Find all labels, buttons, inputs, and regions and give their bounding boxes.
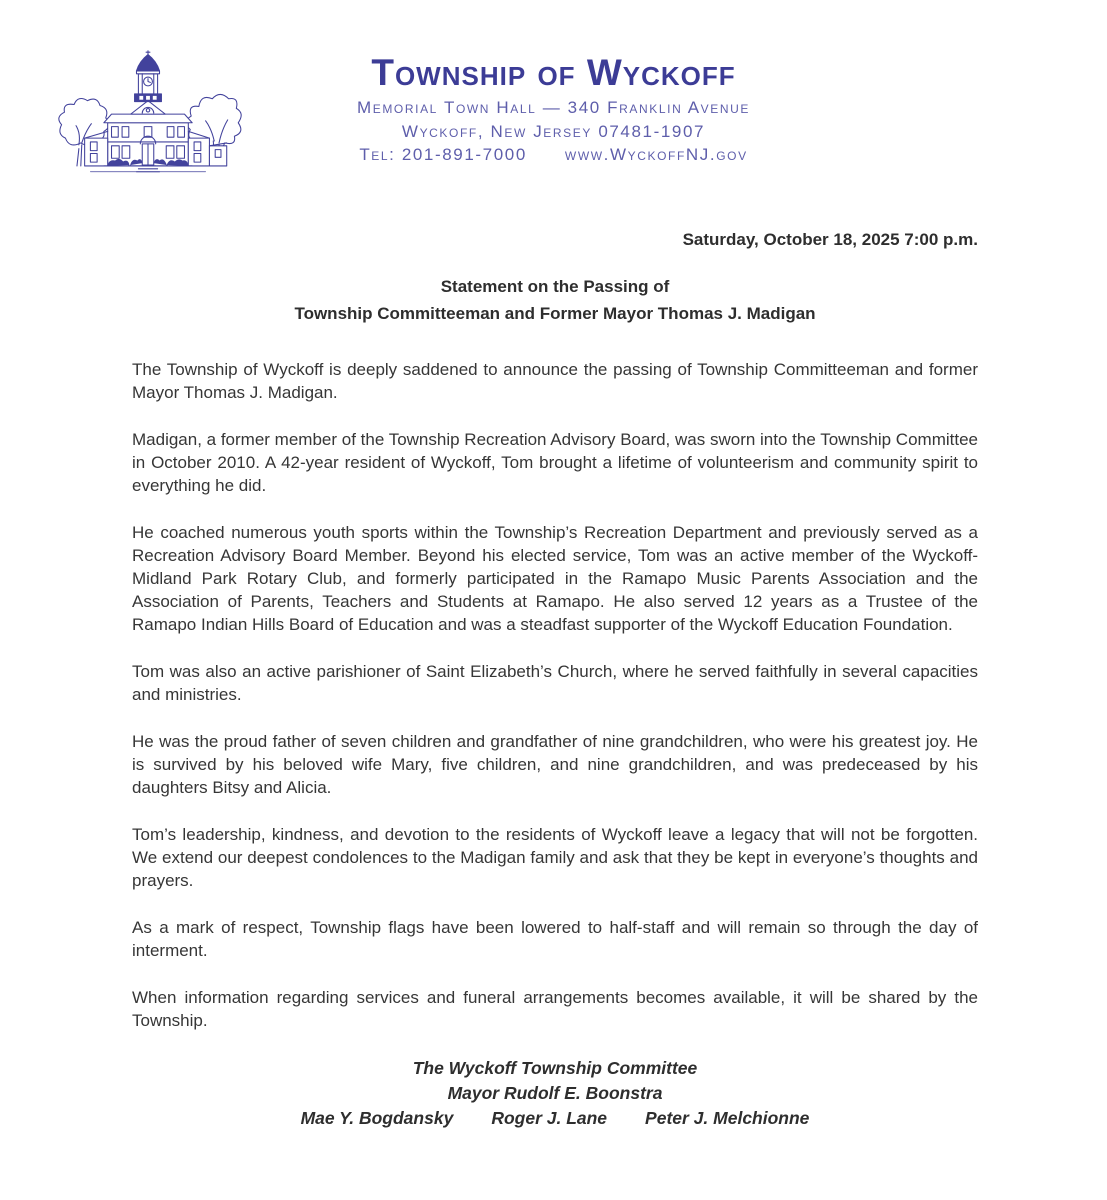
phone-number: Tel: 201-891-7000: [359, 145, 527, 164]
paragraph-2: Madigan, a former member of the Township Recreation Advisory Board, was sworn into the Township Committee in October 2010. A 42-year resident of Wyckoff, Tom brought a lifetime of volunteerism and community spirit to everything he did.: [132, 430, 978, 495]
letterhead: [0, 0, 1107, 192]
title-line-1: Statement on the Passing of: [440, 277, 670, 296]
signature-member-1: Mae Y. Bogdansky: [300, 1108, 454, 1128]
town-hall-illustration: [52, 48, 244, 186]
statement-content: [132, 228, 978, 1131]
paragraph-7: As a mark of respect, Township flags have been lowered to half-staff and will remain so through the day of interment.: [132, 918, 978, 960]
address-line-1: Memorial Town Hall — 340 Franklin Avenue: [356, 98, 751, 117]
paragraph-1: The Township of Wyckoff is deeply saddened to announce the passing of Township Committeeman and former Mayor Thomas J. Madigan.: [132, 360, 978, 402]
signature-member-3: Peter J. Melchionne: [645, 1108, 810, 1128]
date-line: Saturday, October 18, 2025 7:00 p.m.: [682, 230, 978, 249]
paragraph-5: He was the proud father of seven children and grandfather of nine grandchildren, who were his greatest joy. He is survived by his beloved wife Mary, five children, and nine grandchildren, and was predeceased by his daughters Bitsy and Alicia.: [132, 732, 978, 797]
paragraph-4: Tom was also an active parishioner of Saint Elizabeth’s Church, where he served faithfully in several capacities and ministries.: [132, 662, 978, 704]
website-url: www.WyckoffNJ.gov: [564, 145, 748, 164]
paragraph-8: When information regarding services and funeral arrangements becomes available, it will be shared by the Township.: [132, 988, 978, 1030]
org-name: Township of Wyckoff: [371, 52, 736, 93]
signature-members: [132, 1106, 978, 1131]
paragraph-3: He coached numerous youth sports within the Township’s Recreation Department and previously served as a Recreation Advisory Board Member. Beyond his elected service, Tom was an active member of the Wyckoff-Midland Park Rotary Club, and formerly participated in the Ramapo Music Parents Association and the Association of Parents, Teachers and Students at Ramapo. He also served 12 years as a Trustee of the Ramapo Indian Hills Board of Education and was a steadfast supporter of the Wyckoff Education Foundation.: [132, 523, 978, 634]
signature-block: [132, 1056, 978, 1131]
title-line-2: Township Committeeman and Former Mayor Thomas J. Madigan: [294, 304, 816, 323]
signature-member-2: Roger J. Lane: [491, 1108, 608, 1128]
statement-title: [132, 273, 978, 327]
paragraph-6: Tom’s leadership, kindness, and devotion to the residents of Wyckoff leave a legacy that will not be forgotten. We extend our deepest condolences to the Madigan family and ask that they be kept in everyone’s thoughts and prayers.: [132, 825, 978, 890]
signature-mayor: Mayor Rudolf E. Boonstra: [447, 1083, 663, 1103]
signature-committee: The Wyckoff Township Committee: [412, 1058, 698, 1078]
statement-body: [132, 358, 978, 1032]
address-line-2: Wyckoff, New Jersey 07481-1907: [401, 121, 706, 141]
